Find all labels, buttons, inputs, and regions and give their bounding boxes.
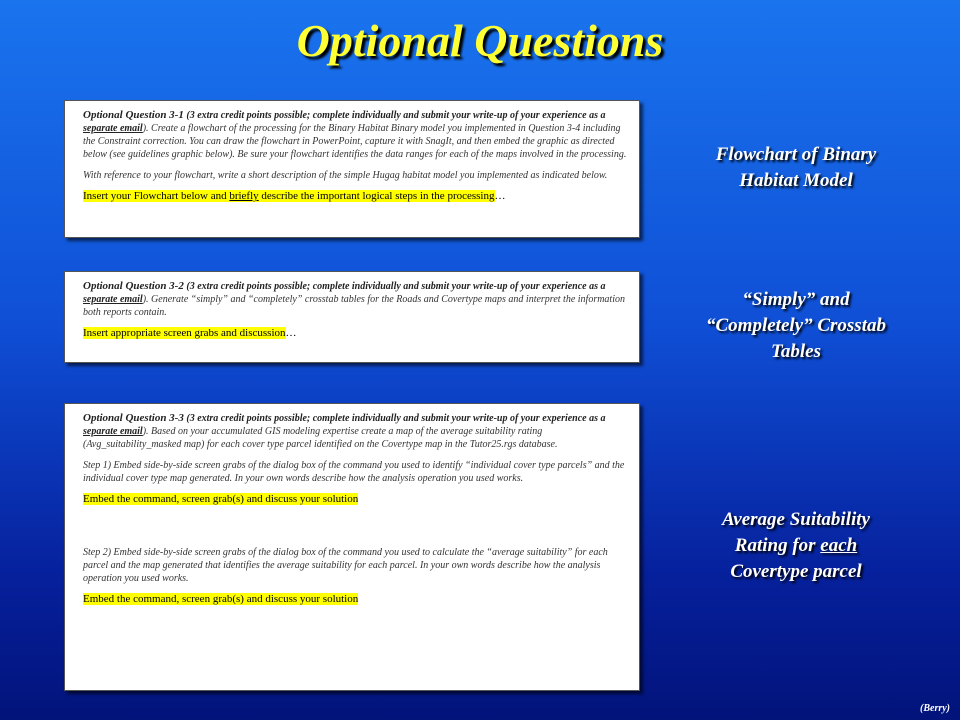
question-number: Optional Question 3-2 — [83, 280, 184, 292]
step-2-text: Step 2) Embed side-by-side screen grabs of the dialog box of the command you used to calculate the “average suitability” for each parcel and the map generated that identifies the average suitability for each parcel. In your own words describe how the analysis operation you used works. — [83, 547, 608, 584]
side-label-line: Habitat Model — [739, 170, 853, 191]
highlight-text-pre: Insert your Flowchart below and — [83, 190, 230, 202]
side-label-line: Tables — [771, 341, 821, 362]
author-credit: (Berry) — [920, 703, 950, 714]
side-label-line: “Simply” and — [742, 289, 850, 310]
question-intro: (3 extra credit points possible; complete individually and submit your write-up of your experience as a — [183, 413, 606, 424]
highlight-instruction — [83, 190, 627, 203]
side-label-flowchart — [646, 142, 946, 194]
highlight-instruction-2 — [83, 593, 627, 606]
email-link[interactable]: separate email — [83, 426, 143, 437]
question-intro: (3 extra credit points possible; complete individually and submit your write-up of your experience as a — [183, 110, 606, 121]
step-1-text: Step 1) Embed side-by-side screen grabs of the dialog box of the command you used to identify “individual cover type parcels” and the individual cover type map generated. In your own words describe how the analysis operation you used works. — [83, 460, 625, 484]
question-number: Optional Question 3-1 — [83, 109, 184, 121]
question-body: ). Create a flowchart of the processing for the Binary Habitat Binary model you implemented in Question 3-4 including the Constraint correction. You can draw the flowchart in PowerPoint, capture it with SnagIt, and then embed the graphic as directed below (see guidelines graphic below). Be sure your flowchart identifies the data ranges for each of the maps involved in the processing. — [83, 123, 627, 160]
side-label-underline: each — [820, 535, 858, 556]
side-label-line: Average Suitability — [722, 509, 870, 530]
highlight-text-post: describe the important logical steps in the processing — [258, 190, 495, 202]
question-box-3-3 — [64, 403, 640, 691]
side-label-line: Covertype parcel — [730, 561, 862, 582]
highlight-text: Insert appropriate screen grabs and discussion — [83, 327, 286, 339]
highlight-instruction — [83, 327, 627, 340]
ellipsis: … — [285, 327, 297, 339]
question-note: With reference to your flowchart, write a short description of the simple Hugag habitat model you implemented as indicated below. — [83, 170, 608, 181]
email-link[interactable]: separate email — [83, 123, 143, 134]
side-label-crosstab — [646, 287, 946, 365]
question-number: Optional Question 3-3 — [83, 412, 184, 424]
email-link[interactable]: separate email — [83, 294, 143, 305]
ellipsis: … — [494, 190, 506, 202]
highlight-text: Embed the command, screen grab(s) and discuss your solution — [83, 593, 359, 605]
question-intro: (3 extra credit points possible; complete individually and submit your write-up of your experience as a — [183, 281, 606, 292]
slide-title: Optional Questions — [296, 15, 664, 66]
side-label-line — [646, 533, 946, 559]
side-label-suitability — [646, 507, 946, 585]
highlight-text: Embed the command, screen grab(s) and discuss your solution — [83, 493, 359, 505]
side-label-line: Flowchart of Binary — [715, 144, 877, 165]
side-label-text: Rating for — [734, 535, 821, 556]
question-body: ). Based on your accumulated GIS modeling expertise create a map of the average suitability rating (Avg_suitability_masked map) for each cover type parcel identified on the Covertype map in the Tutor25.rgs database. — [83, 426, 558, 450]
question-body: ). Generate “simply” and “completely” crosstab tables for the Roads and Covertype maps and interpret the information both reports contain. — [83, 294, 625, 318]
highlight-text-underline: briefly — [229, 190, 259, 202]
side-label-line: “Completely” Crosstab — [706, 315, 886, 336]
highlight-instruction-1 — [83, 493, 627, 506]
question-box-3-1 — [64, 100, 640, 238]
question-box-3-2 — [64, 271, 640, 363]
